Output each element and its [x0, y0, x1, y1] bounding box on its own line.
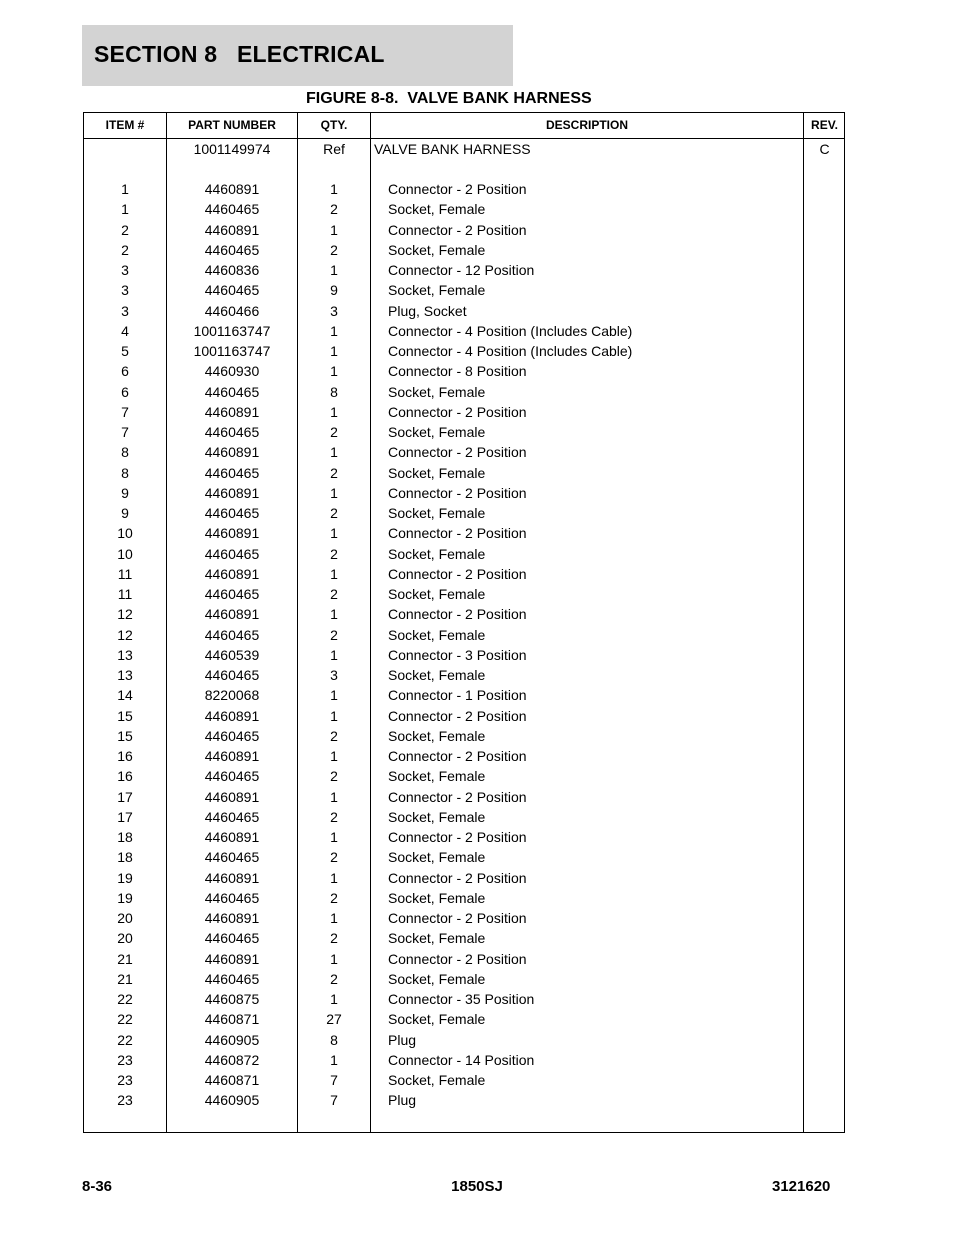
qty-cell: 1	[330, 262, 338, 278]
part-number-cell: 4460891	[204, 181, 260, 197]
qty-cell: 2	[330, 424, 338, 440]
item-cell: 2	[121, 221, 129, 238]
qty-cell: 1	[330, 181, 338, 197]
description-cell: Connector - 2 Position	[388, 829, 527, 845]
table-row	[84, 888, 844, 908]
item-cell: 11	[117, 586, 133, 602]
table-row	[84, 969, 844, 989]
table-row	[84, 868, 844, 888]
qty-cell: 1	[330, 565, 338, 582]
item-cell: 13	[117, 667, 133, 683]
description-cell: Socket, Female	[388, 930, 486, 947]
part-number-cell: 4460891	[204, 444, 260, 461]
item-cell: 15	[117, 727, 133, 744]
part-number-cell: 4460465	[204, 201, 260, 218]
item-cell: 3	[121, 302, 129, 319]
table-row	[84, 240, 844, 260]
qty-cell: 3	[330, 667, 338, 683]
qty-cell: 2	[330, 930, 338, 947]
part-number-cell: 1001163747	[193, 322, 271, 339]
part-number-cell: 4460465	[204, 505, 260, 521]
header-qty: QTY.	[320, 118, 348, 132]
part-number-cell: 4460891	[204, 910, 260, 926]
table-row	[84, 544, 844, 564]
description-cell: Connector - 2 Position	[388, 403, 527, 420]
table-row	[84, 402, 844, 422]
table-row	[84, 827, 844, 847]
qty-cell: 8	[330, 383, 338, 400]
part-number-cell: 4460891	[204, 403, 260, 420]
table-row	[84, 645, 844, 665]
table-row-main	[84, 139, 844, 179]
table-row	[84, 726, 844, 746]
description-cell: Socket, Female	[388, 808, 486, 825]
table-row	[84, 847, 844, 867]
part-number-cell: 4460466	[204, 302, 260, 319]
table-row	[84, 1030, 844, 1050]
item-cell: 10	[117, 545, 133, 562]
qty-cell: 1	[330, 606, 338, 623]
item-cell: 20	[117, 910, 133, 926]
qty-cell: 27	[326, 1011, 342, 1028]
table-row	[84, 604, 844, 624]
part-number-cell: 4460891	[204, 221, 260, 238]
qty-cell: 1	[330, 363, 338, 380]
table-row	[84, 685, 844, 705]
qty-cell: 1	[330, 748, 338, 764]
table-row	[84, 422, 844, 442]
item-cell: 13	[117, 646, 133, 663]
part-number-cell: 4460465	[204, 464, 260, 481]
header-rev: REV.	[811, 118, 838, 132]
qty-cell: 2	[330, 505, 338, 521]
parts-table	[83, 112, 845, 1133]
table-row	[84, 280, 844, 300]
item-cell: 19	[117, 889, 133, 906]
qty-cell: 2	[330, 727, 338, 744]
part-number-cell: 4460891	[204, 707, 260, 724]
qty-cell: 2	[330, 545, 338, 562]
table-row	[84, 321, 844, 341]
qty-cell: 1	[330, 484, 338, 501]
item-cell: 17	[117, 788, 133, 805]
description-cell: Connector - 14 Position	[388, 1051, 535, 1068]
description-cell: Connector - 2 Position	[388, 565, 527, 582]
table-row	[84, 746, 844, 766]
part-number-cell: 4460539	[204, 646, 260, 663]
qty-cell: 1	[330, 646, 338, 663]
part-number-cell: 4460891	[204, 565, 260, 582]
part-number-cell: 4460465	[204, 970, 260, 987]
part-number-cell: 4460465	[204, 667, 260, 683]
qty-cell: 2	[330, 241, 338, 258]
part-number-cell: 4460891	[204, 606, 260, 623]
qty-cell: 1	[330, 322, 338, 339]
item-cell: 18	[117, 829, 133, 845]
description-cell: Connector - 35 Position	[388, 991, 535, 1007]
description-cell: Connector - 2 Position	[388, 181, 527, 197]
description-cell: Connector - 4 Position (Includes Cable)	[388, 322, 633, 339]
item-cell: 11	[117, 565, 133, 582]
item-cell: 16	[117, 768, 133, 785]
part-number-cell: 4460465	[204, 282, 260, 299]
qty-cell: 1	[330, 444, 338, 461]
qty-cell: 1	[330, 221, 338, 238]
item-cell: 15	[117, 707, 133, 724]
part-number-cell: 4460872	[204, 1051, 260, 1068]
table-row	[84, 199, 844, 219]
part-number-cell: 1001163747	[193, 343, 271, 359]
item-cell: 7	[121, 424, 129, 440]
part-number-cell: 4460465	[204, 768, 260, 785]
item-cell: 14	[117, 687, 133, 704]
part-number-cell: 8220068	[204, 687, 260, 704]
table-row	[84, 625, 844, 645]
part-number-cell: 4460905	[204, 1031, 260, 1048]
part-number-cell: 4460465	[204, 849, 260, 866]
description-cell: Socket, Female	[388, 505, 486, 521]
description-cell: Socket, Female	[388, 1011, 486, 1028]
part-number-cell: 4460891	[204, 484, 260, 501]
qty-cell: 2	[330, 464, 338, 481]
part-number-cell: 4460891	[204, 869, 260, 886]
part-number-cell: 4460930	[204, 363, 260, 380]
qty-cell: 2	[330, 849, 338, 866]
part-number-cell: 4460465	[204, 889, 260, 906]
qty-cell: 7	[330, 1092, 338, 1109]
item-cell: 19	[117, 869, 133, 886]
qty-cell: 9	[330, 282, 338, 299]
item-cell: 1	[121, 201, 129, 218]
item-cell: 16	[117, 748, 133, 764]
item-cell: 23	[117, 1072, 133, 1088]
part-number-cell: 4460465	[204, 424, 260, 440]
model-number: 1850SJ	[451, 1178, 503, 1195]
table-row	[84, 665, 844, 685]
part-number-cell: 4460465	[204, 383, 260, 400]
description-cell: Connector - 1 Position	[388, 687, 527, 704]
qty-cell: 2	[330, 808, 338, 825]
item-cell: 8	[121, 464, 129, 481]
description-cell: Socket, Female	[388, 464, 486, 481]
qty-cell: Ref	[323, 141, 345, 157]
part-number-cell: 4460465	[204, 545, 260, 562]
table-row	[84, 766, 844, 786]
description-cell: Socket, Female	[388, 241, 486, 258]
document-number: 3121620	[772, 1178, 831, 1195]
item-cell: 9	[121, 505, 129, 521]
description-cell: Socket, Female	[388, 849, 486, 866]
table-row	[84, 949, 844, 969]
item-cell: 9	[121, 484, 129, 501]
qty-cell: 1	[330, 525, 338, 542]
description-cell: Socket, Female	[388, 727, 486, 744]
header-item: ITEM #	[105, 118, 145, 132]
description-cell: Connector - 2 Position	[388, 910, 527, 926]
qty-cell: 1	[330, 343, 338, 359]
item-cell: 4	[121, 322, 129, 339]
qty-cell: 7	[330, 1072, 338, 1088]
part-number-cell: 4460465	[204, 241, 260, 258]
description-cell: Connector - 3 Position	[388, 646, 527, 663]
part-number-cell: 4460465	[204, 930, 260, 947]
qty-cell: 1	[330, 910, 338, 926]
description-cell: Socket, Female	[388, 889, 486, 906]
table-row	[84, 989, 844, 1009]
description-cell: Plug	[388, 1031, 417, 1048]
description-cell: Socket, Female	[388, 383, 486, 400]
part-number-cell: 4460875	[204, 991, 260, 1007]
description-cell: Connector - 2 Position	[388, 869, 527, 886]
qty-cell: 2	[330, 889, 338, 906]
item-cell: 23	[117, 1051, 133, 1068]
table-row	[84, 463, 844, 483]
table-row	[84, 483, 844, 503]
description-cell: Plug	[388, 1092, 417, 1109]
table-row	[84, 341, 844, 361]
description-cell: Socket, Female	[388, 201, 486, 218]
qty-cell: 3	[330, 302, 338, 319]
part-number-cell: 4460465	[204, 586, 260, 602]
description-cell: Socket, Female	[388, 586, 486, 602]
qty-cell: 1	[330, 1051, 338, 1068]
item-cell: 12	[117, 626, 133, 643]
part-number-cell: 4460465	[204, 727, 260, 744]
item-cell: 17	[117, 808, 133, 825]
qty-cell: 2	[330, 586, 338, 602]
item-cell: 22	[117, 1011, 133, 1028]
qty-cell: 1	[330, 829, 338, 845]
table-row	[84, 1070, 844, 1090]
qty-cell: 1	[330, 991, 338, 1007]
qty-cell: 1	[330, 950, 338, 967]
item-cell: 3	[121, 262, 129, 278]
table-row	[84, 179, 844, 199]
section-title: SECTION 8 ELECTRICAL	[94, 41, 385, 67]
table-row	[84, 908, 844, 928]
description-cell: Connector - 2 Position	[388, 606, 527, 623]
qty-cell: 1	[330, 403, 338, 420]
description-cell: Connector - 2 Position	[388, 525, 527, 542]
part-number-cell: 4460871	[204, 1011, 260, 1028]
table-row	[84, 523, 844, 543]
part-number-cell: 4460891	[204, 788, 260, 805]
table-row	[84, 928, 844, 948]
description-cell: Socket, Female	[388, 626, 486, 643]
item-cell: 2	[121, 241, 129, 258]
table-row	[84, 584, 844, 604]
description-cell: Connector - 2 Position	[388, 707, 527, 724]
header-description: DESCRIPTION	[545, 118, 628, 132]
item-cell: 6	[121, 383, 129, 400]
page-number: 8-36	[82, 1178, 113, 1195]
header-part-number: PART NUMBER	[188, 118, 276, 132]
item-cell: 21	[117, 950, 133, 967]
item-cell: 10	[117, 525, 133, 542]
table-row	[84, 787, 844, 807]
table-row	[84, 807, 844, 827]
table-row	[84, 220, 844, 240]
part-number-cell: 4460465	[204, 808, 260, 825]
description-cell: VALVE BANK HARNESS	[374, 141, 531, 157]
qty-cell: 1	[330, 869, 338, 886]
description-cell: Connector - 2 Position	[388, 221, 527, 238]
description-cell: Socket, Female	[388, 1072, 486, 1088]
table-row	[84, 1050, 844, 1070]
item-cell: 22	[117, 991, 133, 1007]
item-cell: 18	[117, 849, 133, 866]
description-cell: Socket, Female	[388, 545, 486, 562]
qty-cell: 2	[330, 626, 338, 643]
item-cell: 23	[117, 1092, 133, 1109]
item-cell: 5	[121, 343, 129, 359]
qty-cell: 8	[330, 1031, 338, 1048]
part-number-cell: 4460891	[204, 829, 260, 845]
table-row	[84, 301, 844, 321]
item-cell: 6	[121, 363, 129, 380]
part-number-cell: 4460465	[204, 626, 260, 643]
section-banner	[82, 25, 513, 86]
description-cell: Connector - 2 Position	[388, 950, 527, 967]
table-row	[84, 1090, 844, 1110]
qty-cell: 2	[330, 970, 338, 987]
qty-cell: 1	[330, 707, 338, 724]
table-row	[84, 260, 844, 280]
table-row	[84, 564, 844, 584]
description-cell: Socket, Female	[388, 424, 486, 440]
table-row	[84, 382, 844, 402]
qty-cell: 2	[330, 201, 338, 218]
description-cell: Connector - 8 Position	[388, 363, 527, 380]
description-cell: Connector - 12 Position	[388, 262, 535, 278]
item-cell: 3	[121, 282, 129, 299]
description-cell: Socket, Female	[388, 970, 486, 987]
qty-cell: 2	[330, 768, 338, 785]
description-cell: Connector - 2 Position	[388, 484, 527, 501]
item-cell: 21	[117, 970, 133, 987]
part-number-cell: 1001149974	[193, 141, 271, 157]
table-row	[84, 442, 844, 462]
item-cell: 12	[117, 606, 133, 623]
qty-cell: 1	[330, 788, 338, 805]
table-row	[84, 361, 844, 381]
table-row	[84, 1009, 844, 1029]
table-row	[84, 503, 844, 523]
part-number-cell: 4460891	[204, 525, 260, 542]
part-number-cell: 4460905	[204, 1092, 260, 1109]
item-cell: 8	[121, 444, 129, 461]
part-number-cell: 4460891	[204, 950, 260, 967]
item-cell: 7	[121, 403, 129, 420]
description-cell: Socket, Female	[388, 667, 486, 683]
part-number-cell: 4460871	[204, 1072, 260, 1088]
qty-cell: 1	[330, 687, 338, 704]
description-cell: Connector - 2 Position	[388, 444, 527, 461]
item-cell: 1	[121, 181, 129, 197]
description-cell: Plug, Socket	[388, 302, 467, 319]
description-cell: Connector - 4 Position (Includes Cable)	[388, 343, 633, 359]
description-cell: Connector - 2 Position	[388, 748, 527, 764]
part-number-cell: 4460836	[204, 262, 260, 278]
description-cell: Socket, Female	[388, 282, 486, 299]
rev-cell: C	[819, 141, 830, 157]
item-cell: 20	[117, 930, 133, 947]
description-cell: Socket, Female	[388, 768, 486, 785]
description-cell: Connector - 2 Position	[388, 788, 527, 805]
item-cell: 22	[117, 1031, 133, 1048]
table-body	[84, 139, 844, 1111]
table-row	[84, 706, 844, 726]
part-number-cell: 4460891	[204, 748, 260, 764]
figure-title: FIGURE 8-8. VALVE BANK HARNESS	[306, 90, 592, 107]
